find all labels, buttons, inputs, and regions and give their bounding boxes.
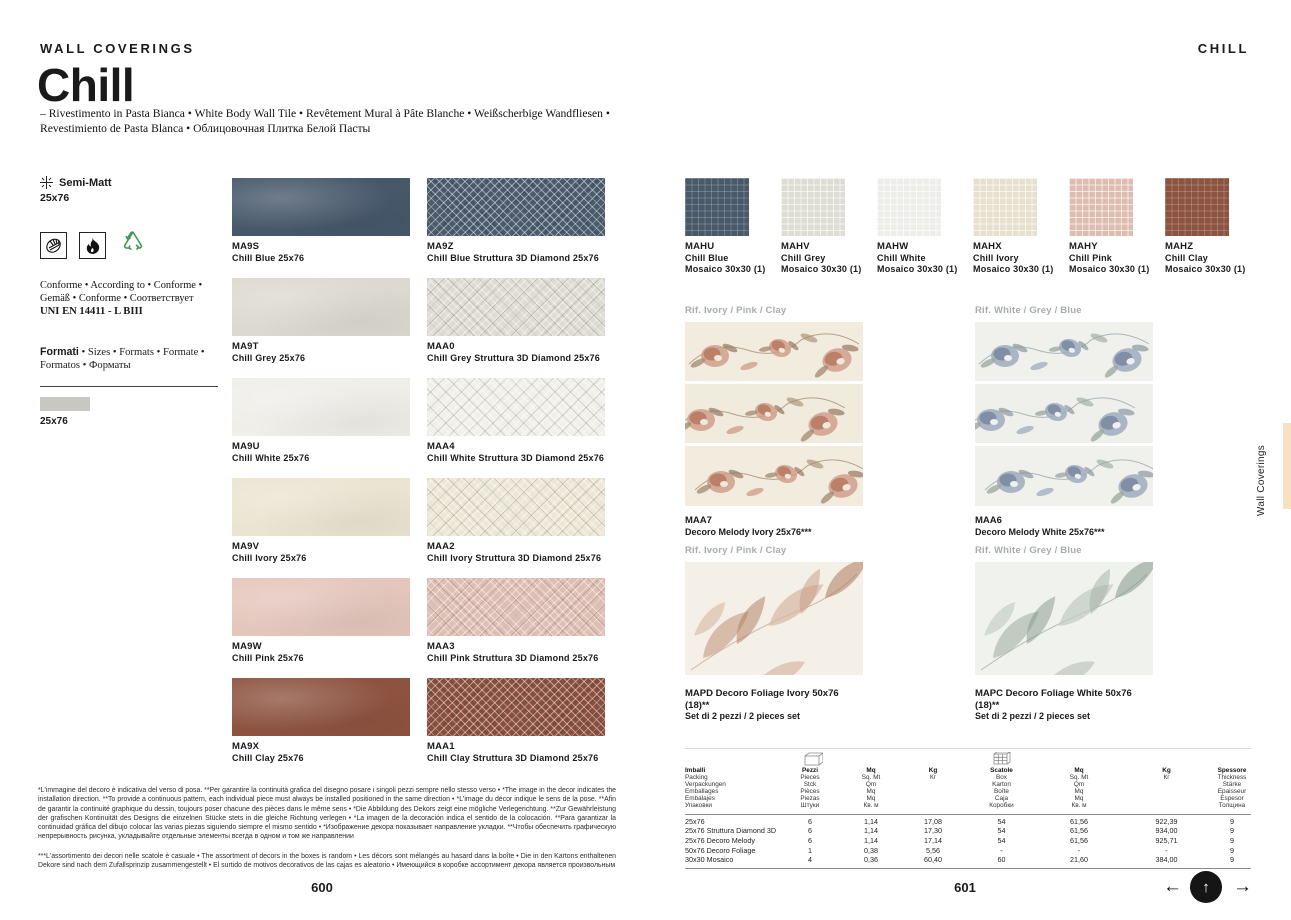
mosaic-name: Chill Ivory (973, 252, 1019, 263)
mosaic-swatch-chill-pink (1069, 178, 1133, 236)
page-number-right: 601 (954, 880, 976, 895)
decoro-foliage-white-image (975, 562, 1153, 675)
tile-code: MAA0 (427, 341, 455, 352)
decor-name: Decoro Melody White 25x76*** (975, 526, 1105, 537)
tile-code: MAA1 (427, 741, 455, 752)
tile-name: Chill Clay Struttura 3D Diamond 25x76 (427, 752, 599, 763)
conformity-text: Conforme • According to • Conforme • Gemäß • Conforme • Соответствует (40, 280, 203, 304)
subtitle: – Rivestimento in Pasta Bianca • White Body Wall Tile • Revêtement Mural à Pâte Blanche • Weißscherbige Wandfliesen • Revestimiento de Pasta Blanca • Облицовочная Плитка Белой Пасты (40, 107, 610, 135)
up-arrow-icon: ↑ (1202, 878, 1210, 896)
ref-label: Rif. Ivory / Pink / Clay (685, 305, 787, 316)
tile-name: Chill Ivory Struttura 3D Diamond 25x76 (427, 552, 602, 563)
tile-name: Chill Pink Struttura 3D Diamond 25x76 (427, 652, 599, 663)
table-row: 25x76 Struttura Diamond 3D 6 1,14 17,30 54 61,56 934,00 9 (685, 826, 1234, 836)
collection-label: CHILL (1197, 41, 1249, 56)
tile-code: MA9T (232, 341, 259, 352)
mosaic-name: Chill Blue (685, 252, 729, 263)
tile-grid (232, 178, 605, 778)
tile-cell (232, 178, 410, 278)
table-row: 25x76 6 1,14 17,08 54 61,56 922,39 9 (685, 816, 1234, 826)
decor-set: Set di 2 pezzi / 2 pieces set (975, 711, 1091, 721)
footnotes (38, 786, 616, 870)
mosaic-cell (877, 178, 958, 276)
next-page-arrow[interactable]: → (1233, 876, 1252, 897)
decor-title: MAPC Decoro Foliage White 50x76 (18)** (975, 688, 1132, 711)
ref-label: Rif. White / Grey / Blue (975, 305, 1082, 316)
tile-code: MA9S (232, 241, 260, 252)
mosaic-swatch-chill-ivory (973, 178, 1037, 236)
mosaic-name: Chill Pink (1069, 252, 1113, 263)
mosaic-code: MAHW (877, 241, 909, 252)
finish-label: Semi-Matt (59, 176, 112, 189)
mosaic-cell (1165, 178, 1246, 276)
tile-swatch-chill-grey-struttura (427, 278, 605, 336)
header-col-scatole: Scatole Box Karton Boîte Caja Коробки (989, 767, 1014, 810)
decor-code: MAA7 (685, 515, 712, 526)
formats-heading (40, 346, 226, 372)
tile-name: Chill Blue Struttura 3D Diamond 25x76 (427, 252, 599, 263)
side-tab-strip (1283, 423, 1291, 509)
header-col-spessore: Spessore Thickness Stärke Epaisseur Espesor Толщина (1217, 767, 1247, 810)
tile-cell (427, 678, 605, 778)
tile-swatch-chill-white-struttura (427, 378, 605, 436)
semi-matt-icon (40, 176, 53, 189)
header-col-mq2: Mq Sq. Mt Qm Mq Mq Кв. м (1069, 767, 1089, 810)
mosaic-swatch-chill-clay (1165, 178, 1229, 236)
tile-code: MA9V (232, 541, 260, 552)
tile-name: Chill Ivory 25x76 (232, 552, 307, 563)
finish-size: 25x76 (40, 192, 70, 204)
tile-name: Chill Clay 25x76 (232, 752, 304, 763)
tile-code: MA9X (232, 741, 260, 752)
tile-cell (232, 278, 410, 378)
side-tab-label[interactable]: Wall Coverings (1256, 444, 1267, 516)
decoro-melody-white-panel (975, 305, 1153, 538)
tile-cell (232, 678, 410, 778)
table-header (685, 749, 1251, 815)
tile-code: MAA4 (427, 441, 455, 452)
mosaic-swatch-chill-white (877, 178, 941, 236)
ref-label: Rif. White / Grey / Blue (975, 545, 1082, 556)
tile-cell (232, 578, 410, 678)
decoro-melody-ivory-panel (685, 305, 863, 538)
mosaic-cell (685, 178, 766, 276)
page-title: Chill (37, 59, 135, 111)
tile-name: Chill White Struttura 3D Diamond 25x76 (427, 452, 605, 463)
mosaic-size: Mosaico 30x30 (1) (1165, 264, 1246, 274)
tile-swatch-chill-pink (232, 578, 410, 636)
formats-bold: Formati (40, 346, 79, 359)
mosaic-swatch-chill-grey (781, 178, 845, 236)
specs-sidebar (40, 176, 220, 427)
tile-swatch-chill-pink-struttura (427, 578, 605, 636)
mosaic-size: Mosaico 30x30 (1) (781, 264, 862, 274)
standard-text: UNI EN 14411 - L BIII (40, 306, 143, 318)
tile-cell (232, 478, 410, 578)
mosaic-cell (973, 178, 1054, 276)
mosaic-cell (1069, 178, 1150, 276)
tile-code: MA9Z (427, 241, 454, 252)
tile-name: Chill White 25x76 (232, 452, 310, 463)
header-col-mq: Mq Sq. Mt Qm Mq Mq Кв. м (861, 767, 881, 810)
tile-name: Chill Grey Struttura 3D Diamond 25x76 (427, 352, 600, 363)
tile-swatch-chill-ivory-struttura (427, 478, 605, 536)
mosaic-name: Chill White (877, 252, 926, 263)
finish-row (40, 176, 220, 189)
table-body (685, 815, 1251, 870)
tile-name: Chill Pink 25x76 (232, 652, 304, 663)
tile-cell (427, 278, 605, 378)
header-col-kg2: Kg Кг (1162, 767, 1171, 782)
flame-icon (79, 232, 106, 259)
tile-code: MA9U (232, 441, 260, 452)
mosaic-size: Mosaico 30x30 (1) (877, 264, 958, 274)
mosaic-code: MAHV (781, 241, 810, 252)
tile-swatch-chill-blue (232, 178, 410, 236)
decor-set: Set di 2 pezzi / 2 pieces set (685, 711, 801, 721)
table-row: 25x76 Decoro Melody 6 1,14 17,14 54 61,56 925,71 9 (685, 835, 1234, 845)
carton-box-icon (803, 752, 823, 766)
table-row: 50x76 Decoro Foliage 1 0,38 5,56 - - - 9 (685, 845, 1234, 855)
mosaic-code: MAHZ (1165, 241, 1194, 252)
header-col-kg: Kg Кг (928, 767, 938, 782)
table-row: 30x30 Mosaico 4 0,36 60,40 60 21,60 384,00 9 (685, 855, 1234, 865)
mosaic-code: MAHX (973, 241, 1002, 252)
tile-swatch-chill-clay (232, 678, 410, 736)
mosaic-size: Mosaico 30x30 (1) (1069, 264, 1150, 274)
certification-icons (40, 229, 220, 262)
tile-code: MAA2 (427, 541, 455, 552)
tile-cell (427, 478, 605, 578)
decoro-foliage-ivory-panel (685, 545, 863, 723)
format-size-label: 25x76 (40, 415, 68, 427)
tile-cell (427, 378, 605, 478)
mosaic-code: MAHY (1069, 241, 1098, 252)
ref-label: Rif. Ivory / Pink / Clay (685, 545, 787, 556)
decor-title: MAPD Decoro Foliage Ivory 50x76 (18)** (685, 688, 839, 711)
scroll-top-button[interactable] (1190, 871, 1222, 903)
decor-code: MAA6 (975, 515, 1002, 526)
tile-code: MA9W (232, 641, 262, 652)
decoro-melody-white-image (975, 322, 1153, 506)
packing-table (685, 748, 1251, 869)
tile-code: MAA3 (427, 641, 455, 652)
tile-cell (427, 578, 605, 678)
decor-name: Decoro Melody Ivory 25x76*** (685, 526, 812, 537)
page-number-left: 600 (311, 880, 333, 895)
tile-name: Chill Grey 25x76 (232, 352, 306, 363)
mosaic-name: Chill Grey (781, 252, 826, 263)
tile-cell (427, 178, 605, 278)
recycle-icon (118, 229, 148, 262)
formats-rest: • Sizes • Formats • Formate • Formatos • Форматы (40, 347, 205, 372)
header-col-imballi: Imballi Packing Verpackungen Emballages Embalajes Упаковки (685, 767, 726, 810)
decoro-foliage-white-panel (975, 545, 1153, 723)
mosaic-swatch-chill-blue (685, 178, 749, 236)
tile-swatch-chill-ivory (232, 478, 410, 536)
header-col-pezzi: Pezzi Pieces Stck Pièces Piezas Штуки (800, 767, 820, 810)
mosaic-size: Mosaico 30x30 (1) (973, 264, 1054, 274)
mosaic-name: Chill Clay (1165, 252, 1209, 263)
format-swatch (40, 397, 90, 411)
glove-icon (40, 232, 67, 259)
sidebar-divider (40, 386, 218, 387)
mosaic-row (685, 178, 1246, 276)
decoro-melody-ivory-image (685, 322, 863, 506)
mosaic-code: MAHU (685, 241, 715, 252)
mosaic-size: Mosaico 30x30 (1) (685, 264, 766, 274)
tile-swatch-chill-white (232, 378, 410, 436)
tile-swatch-chill-clay-struttura (427, 678, 605, 736)
decoro-foliage-ivory-image (685, 562, 863, 675)
footnote-assortment: ***L'assortimento dei decori nelle scatole è casuale • The assortment of decors in the boxes is random • Les décors sont mélangés au hasard dans la boîte • Die in den Kartons enthaltenen Dekore sind nach dem Zufallsprinzip zusammengestellt • El surtido de motivos decorativos de las cajas es aleatorio • Имеющийся в коробке ассортимент декора является произвольным (38, 852, 616, 870)
tile-swatch-chill-blue-struttura (427, 178, 605, 236)
section-label: WALL COVERINGS (40, 41, 195, 56)
pallet-box-icon (993, 752, 1011, 766)
mosaic-cell (781, 178, 862, 276)
tile-name: Chill Blue 25x76 (232, 252, 305, 263)
tile-cell (232, 378, 410, 478)
tile-swatch-chill-grey (232, 278, 410, 336)
prev-page-arrow[interactable]: ← (1163, 876, 1182, 897)
footnote-decor-direction: *L'immagine del decoro è indicativa del verso di posa. **Per garantire la continuità grafica del disegno posare i singoli pezzi sempre nello stesso verso • *The image in the decor indicates the installation direction. **To provide a continuous pattern, each individual piece must always be installed positioned in the same direction • *L'image du décor indique le sens de la pose. **Afin de garantir la continuité graphique du dessin, toujours poser chacune des pièces dans le même sens • *Die Abbildung des Dekors zeigt eine mögliche Verlegerichtung. **Zur Gewährleistung der grafischen Kontinuität des Designs die einzelnen Stücke stets in die gleiche Richtung verlegen • *La imagen de la decoración indica el sentido de la colocación. **Para garantizar la continuidad gráfica del dibujo colocar las varias piezas siguiendo siempre el mismo sentido • *Изображение декора показывает направление укладки. **Чтобы обеспечить графическую непрерывность рисунка, укладывайте отдельные элементы всегда в одном и том же направлении (38, 787, 616, 841)
